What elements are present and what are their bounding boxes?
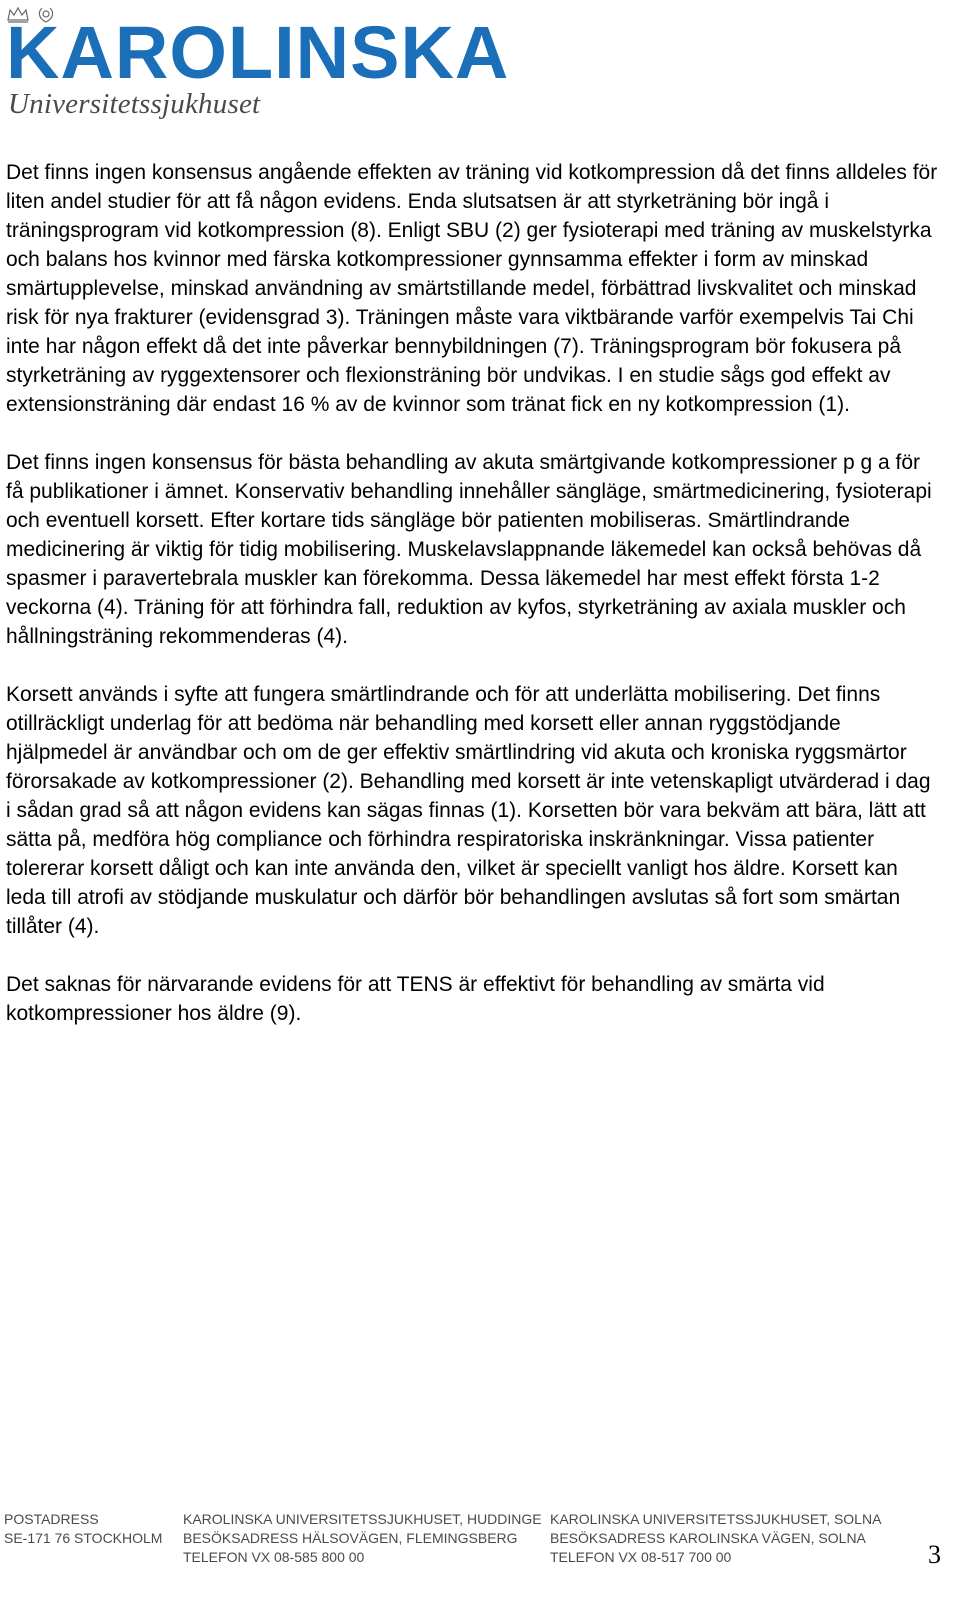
brand-name: KAROLINSKA bbox=[6, 11, 510, 94]
page-number: 3 bbox=[928, 1540, 941, 1569]
footer-huddinge-phone: TELEFON VX 08-585 800 00 bbox=[183, 1549, 365, 1565]
paragraph-training: Det finns ingen konsensus angående effekten av träning vid kotkompression då det finns alldeles för liten andel studier för att få någon evidens. Enda slutsatsen är att styrketräning bör ingå i träningsprogram vid kotkompression (8). Enligt SBU (2) ger fysioterapi med träning av muskelstyrka och balans hos kvinnor med färska kotkompressioner gynnsamma effekter i form av minskad smärtupplevelse, minskad användning av smärtstillande medel, förbättrad livskvalitet och minskad risk för nya frakturer (evidensgrad 3). Träningen måste vara viktbärande varför exempelvis Tai Chi inte har någon effekt då det inte påverkar bennybildningen (7). Träningsprogram bör fokusera på styrketräning av ryggextensorer och flexionsträning bör undvikas. I en studie sågs god effekt av extensionsträning där endast 16 % av de kvinnor som tränat fick en ny kotkompression (1). bbox=[6, 161, 938, 416]
paragraph-tens: Det saknas för närvarande evidens för att TENS är effektivt för behandling av smärta vid kotkompressioner hos äldre (9). bbox=[6, 973, 825, 1025]
footer-solna bbox=[550, 1510, 881, 1567]
paragraph-treatment: Det finns ingen konsensus för bästa behandling av akuta smärtgivande kotkompressioner p g a för få publikationer i ämnet. Konservativ behandling innehåller sängläge, smärtmedicinering, fysioterapi och eventuell korsett. Efter kortare tids sängläge bör patienten mobiliseras. Smärtlindrande medicinering är viktig för tidig mobilisering. Muskelavslappnande läkemedel kan också behövas då spasmer i paravertebrala muskler kan förekomma. Dessa läkemedel har mest effekt första 1-2 veckorna (4). Träning för att förhindra fall, reduktion av kyfos, styrketräning av axiala muskler och hållningsträning rekommenderas (4). bbox=[6, 451, 932, 648]
footer-postal bbox=[4, 1510, 162, 1548]
footer-huddinge-address: BESÖKSADRESS HÄLSOVÄGEN, FLEMINGSBERG bbox=[183, 1530, 518, 1546]
footer-huddinge bbox=[183, 1510, 542, 1567]
footer-huddinge-name: KAROLINSKA UNIVERSITETSSJUKHUSET, HUDDINGE bbox=[183, 1511, 542, 1527]
footer-solna-phone: TELEFON VX 08-517 700 00 bbox=[550, 1549, 732, 1565]
page-footer bbox=[4, 1510, 954, 1570]
footer-postal-label: POSTADRESS bbox=[4, 1511, 99, 1527]
document-body bbox=[6, 158, 938, 1057]
footer-solna-address: BESÖKSADRESS KAROLINSKA VÄGEN, SOLNA bbox=[550, 1530, 866, 1546]
paragraph-corset: Korsett används i syfte att fungera smärtlindrande och för att underlätta mobilisering. Det finns otillräckligt underlag för att bedöma när behandling med korsett eller annan ryggstödjande hjälpmedel är användbar och om de ger effektiv smärtlindring vid akuta och kroniska ryggsmärtor förorsakade av kotkompressioner (2). Behandling med korsett är inte vetenskapligt utvärderad i dag i sådan grad så att någon evidens kan sägas finnas (1). Korsetten bör vara bekväm att bära, lätt att sätta på, medföra hög compliance och förhindra respiratoriska inskränkningar. Vissa patienter tolererar korsett dåligt och kan inte använda den, vilket är speciellt vanligt hos äldre. Korsett kan leda till atrofi av stödjande muskulatur och därför bör behandlingen avslutas så fort som smärtan tillåter (4). bbox=[6, 683, 931, 938]
footer-postal-address: SE-171 76 STOCKHOLM bbox=[4, 1530, 163, 1546]
karolinska-logo bbox=[6, 4, 510, 124]
footer-solna-name: KAROLINSKA UNIVERSITETSSJUKHUSET, SOLNA bbox=[550, 1511, 882, 1527]
brand-subtitle: Universitetssjukhuset bbox=[8, 88, 261, 120]
